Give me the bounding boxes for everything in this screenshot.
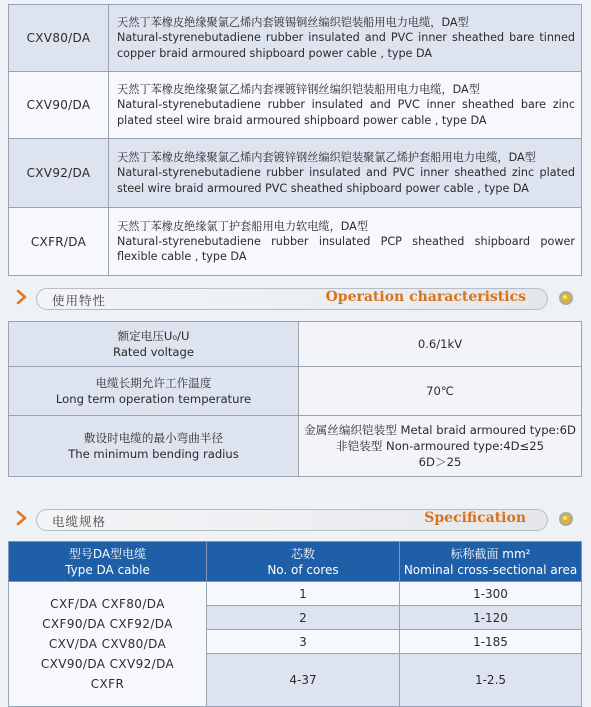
operation-label-en: The minimum bending radius <box>68 447 239 461</box>
operation-value <box>299 322 582 367</box>
cores-cell: 3 <box>207 630 400 654</box>
area-cell: 1-120 <box>400 606 582 630</box>
section-title-en: Specification <box>424 510 526 526</box>
cable-model: CXF/DA CXF80/DA <box>50 597 165 611</box>
cable-type-table <box>8 4 582 276</box>
cable-type-row <box>9 72 582 139</box>
orange-chevron-icon <box>16 289 30 305</box>
table-row <box>9 582 582 606</box>
cable-code: CXV92/DA <box>9 139 109 208</box>
cable-model: CXV90/DA CXV92/DA <box>40 657 175 671</box>
cores-cell: 4-37 <box>207 654 400 707</box>
column-header-zh: 型号DA型电缆 <box>68 546 147 561</box>
operation-label-zh: 额定电压U₀/U <box>117 329 190 343</box>
operation-label <box>9 367 299 416</box>
operation-value <box>299 367 582 416</box>
column-header-en: Nominal cross-sectional area <box>403 562 578 577</box>
cable-description-zh: 天然丁苯橡皮绝缘聚氯乙烯内套镀锌钢丝编织铠装聚氯乙烯护套船用电力电缆，DA型 <box>117 151 536 165</box>
cable-model: CXFR <box>90 677 125 691</box>
column-header-zh: 标称截面 mm² <box>450 546 531 561</box>
cable-code: CXV90/DA <box>9 72 109 139</box>
section-title-zh: 电缆规格 <box>52 514 107 529</box>
operation-table <box>8 321 582 477</box>
area-cell: 1-300 <box>400 582 582 606</box>
gold-bullet-icon <box>558 511 574 527</box>
operation-row <box>9 416 582 477</box>
operation-label-zh: 敷设时电缆的最小弯曲半径 <box>83 431 224 445</box>
operation-label <box>9 416 299 477</box>
operation-value-line: 70℃ <box>426 384 454 398</box>
cable-type-row <box>9 139 582 208</box>
operation-value <box>299 416 582 477</box>
section-title-zh: 使用特性 <box>52 293 107 308</box>
operation-value-line: 6D＞25 <box>418 455 462 469</box>
cable-model-list <box>9 582 207 707</box>
cable-description <box>109 139 582 208</box>
operation-value-line: 0.6/1kV <box>417 337 463 351</box>
cable-description <box>109 72 582 139</box>
operation-label <box>9 322 299 367</box>
section-title-en: Operation characteristics <box>325 289 526 305</box>
column-header-en: Type DA cable <box>65 562 150 577</box>
orange-chevron-icon <box>16 510 30 526</box>
cable-description-zh: 天然丁苯橡皮绝缘氯丁护套船用电力软电缆，DA型 <box>117 219 369 233</box>
cable-description-en: Natural-styrenebutadiene rubber insulated and PVC inner sheathed bare tinned copper braid armoured shipboard power cable , type DA <box>117 31 575 60</box>
specification-header-row <box>9 542 582 582</box>
specification-section-header <box>8 506 582 532</box>
cable-model: CXV/DA CXV80/DA <box>48 637 167 651</box>
area-cell: 1-185 <box>400 630 582 654</box>
cable-code: CXFR/DA <box>9 208 109 276</box>
column-header-cores <box>207 542 400 582</box>
column-header-area <box>400 542 582 582</box>
column-header-zh: 芯数 <box>290 546 315 561</box>
cable-description-zh: 天然丁苯橡皮绝缘聚氯乙烯内套镀锡铜丝编织铠装船用电力电缆，DA型 <box>117 16 469 30</box>
operation-row <box>9 367 582 416</box>
cable-description-en: Natural-styrenebutadiene rubber insulated and PVC inner sheathed bare zinc plated steel wire braid armoured shipboard power cable , type DA <box>117 98 575 127</box>
operation-label-zh: 电缆长期允许工作温度 <box>95 376 212 390</box>
specification-table <box>8 541 582 707</box>
cable-description-en: Natural-styrenebutadiene rubber insulated PCP sheathed shipboard power flexible cable , type DA <box>117 234 575 264</box>
cable-model: CXF90/DA CXF92/DA <box>42 617 173 631</box>
operation-value-line: 非铠装型 Non-armoured type:4D≤25 <box>335 439 545 453</box>
cable-description <box>109 208 582 276</box>
gold-bullet-icon <box>558 290 574 306</box>
cable-code: CXV80/DA <box>9 5 109 72</box>
operation-value-line: 金属丝编织铠装型 Metal braid armoured type:6D <box>304 423 576 437</box>
cable-description-zh: 天然丁苯橡皮绝缘聚氯乙烯内套裸镀锌钢丝编织铠装船用电力电缆，DA型 <box>117 83 480 97</box>
operation-label-en: Long term operation temperature <box>55 392 252 406</box>
cores-cell: 1 <box>207 582 400 606</box>
cable-type-row <box>9 208 582 276</box>
column-header-type <box>9 542 207 582</box>
operation-label-en: Rated voltage <box>113 345 194 359</box>
column-header-en: No. of cores <box>267 562 339 577</box>
cable-description-en: Natural-styrenebutadiene rubber insulated and PVC inner sheathed zinc plated steel wire braid armoured PVC sheathed shipboard power cable , type DA <box>117 166 575 195</box>
operation-row <box>9 322 582 367</box>
cores-cell: 2 <box>207 606 400 630</box>
area-cell: 1-2.5 <box>400 654 582 707</box>
operation-section-header <box>8 285 582 311</box>
cable-type-row <box>9 5 582 72</box>
cable-description <box>109 5 582 72</box>
